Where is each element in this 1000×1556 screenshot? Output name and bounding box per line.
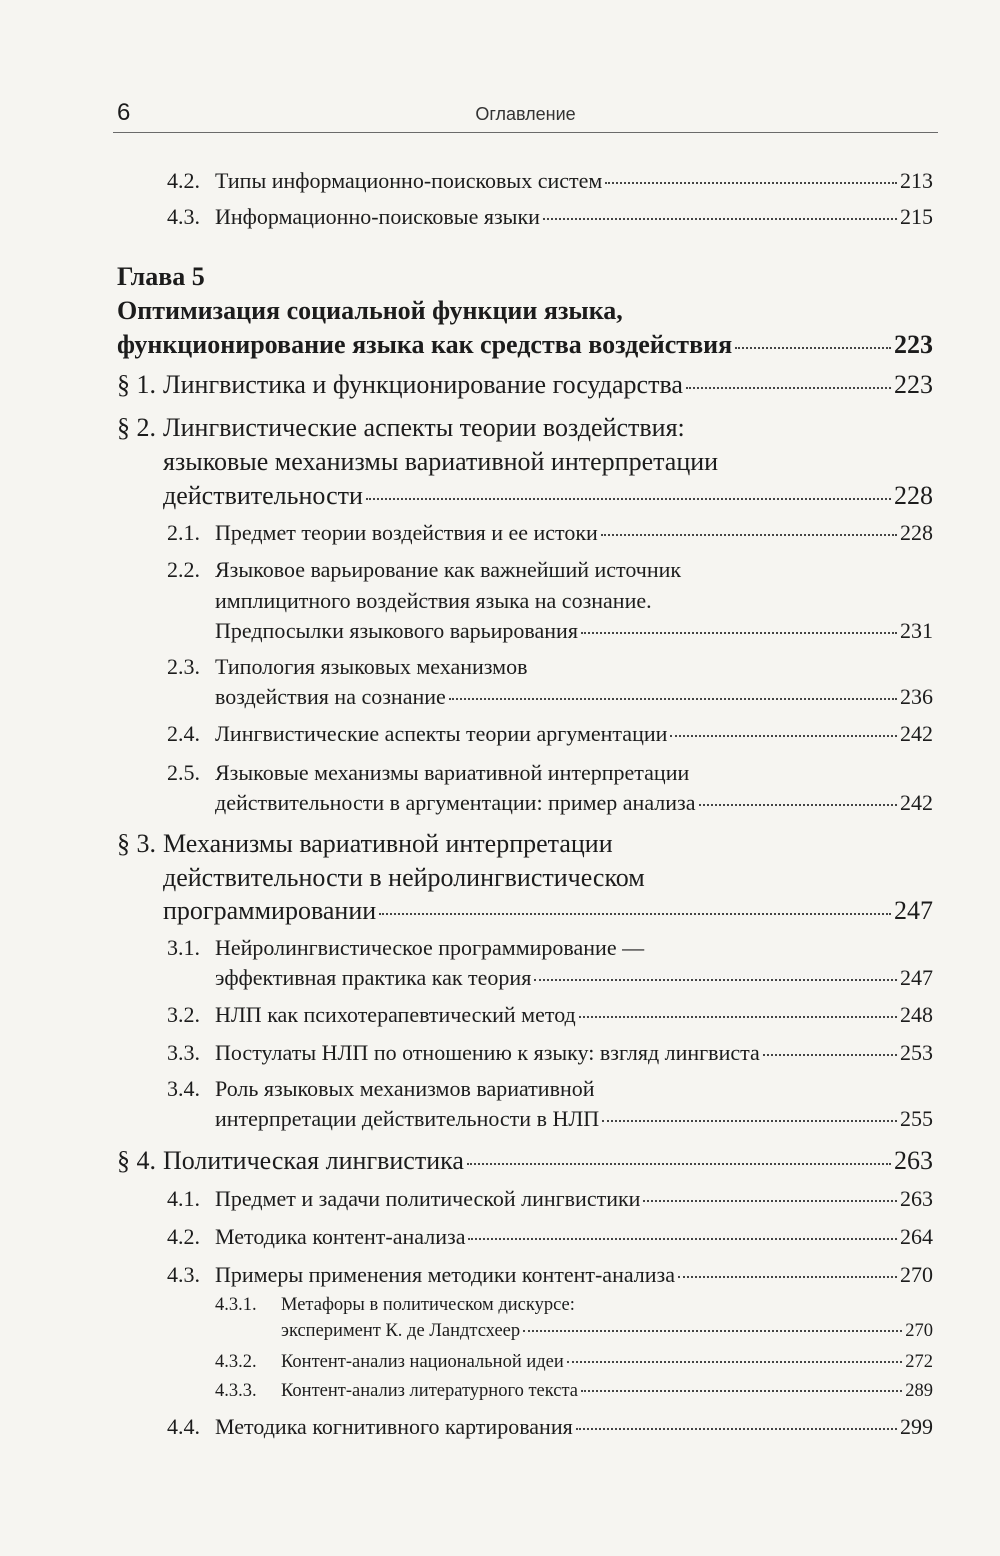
- entry-page: 228: [900, 520, 933, 545]
- toc-entry[interactable]: [167, 1040, 933, 1066]
- chapter-label: Глава 5: [117, 262, 205, 291]
- dot-leader: [449, 698, 897, 700]
- entry-title-line: интерпретации действительности в НЛП: [215, 1106, 600, 1131]
- dot-leader: [379, 913, 891, 915]
- toc-entry[interactable]: [167, 1186, 933, 1212]
- dot-leader: [686, 387, 891, 389]
- entry-number: 4.3.3.: [215, 1381, 257, 1401]
- dot-leader: [581, 632, 897, 634]
- entry-title: Нейролингвистическое программирование —: [215, 935, 645, 960]
- dot-leader: [366, 498, 891, 500]
- section-number: § 4.: [117, 1146, 156, 1175]
- dot-leader: [670, 735, 897, 737]
- toc-entry[interactable]: [215, 965, 933, 991]
- dot-leader: [576, 1428, 897, 1430]
- entry-number: 4.2.: [167, 168, 200, 193]
- entry-title: Контент-анализ литературного текста: [281, 1381, 579, 1401]
- dot-leader: [601, 534, 897, 536]
- section-title: Политическая лингвистика: [163, 1146, 464, 1175]
- section-entry[interactable]: [117, 370, 933, 400]
- toc-entry[interactable]: [167, 204, 933, 230]
- entry-title: Лингвистические аспекты теории аргументации: [215, 721, 668, 746]
- page-header: [113, 96, 938, 133]
- entry-title: Типология языковых механизмов: [215, 654, 528, 679]
- entry-page: 213: [900, 168, 933, 193]
- toc-entry[interactable]: [167, 721, 933, 747]
- entry-number: 4.3.2.: [215, 1352, 257, 1372]
- toc-entry[interactable]: [167, 520, 933, 546]
- entry-title-line: [215, 1295, 575, 1316]
- entry-title-line: [167, 935, 644, 961]
- section-entry[interactable]: [163, 481, 933, 511]
- entry-title: Типы информационно-поисковых систем: [215, 168, 603, 193]
- section-number: § 3.: [117, 829, 156, 858]
- toc-entry[interactable]: [215, 790, 933, 816]
- dot-leader: [534, 979, 897, 981]
- dot-leader: [763, 1054, 897, 1056]
- entry-number: 4.4.: [167, 1414, 200, 1439]
- entry-title: Примеры применения методики контент-анализа: [215, 1262, 676, 1287]
- section-title-line: [117, 829, 613, 859]
- section-number: § 1.: [117, 370, 156, 399]
- dot-leader: [468, 1238, 897, 1240]
- dot-leader: [467, 1163, 891, 1165]
- entry-page: 223: [894, 370, 933, 399]
- dot-leader: [579, 1016, 897, 1018]
- section-title: Лингвистика и функционирование государства: [163, 370, 683, 399]
- dot-leader: [581, 1390, 902, 1392]
- entry-page: 264: [900, 1224, 933, 1249]
- entry-title-line: эксперимент К. де Ландтсхеер: [281, 1321, 521, 1341]
- entry-page: 299: [900, 1414, 933, 1439]
- section-title: Лингвистические аспекты теории воздействия:: [163, 413, 685, 442]
- entry-page: 223: [894, 330, 933, 359]
- entry-title: Постулаты НЛП по отношению к языку: взгляд лингвиста: [215, 1040, 760, 1065]
- dot-leader: [605, 182, 897, 184]
- dot-leader: [735, 347, 891, 349]
- entry-title: Методика контент-анализа: [215, 1224, 466, 1249]
- toc-entry[interactable]: [215, 684, 933, 710]
- entry-title: Контент-анализ национальной идеи: [281, 1352, 564, 1372]
- entry-page: 247: [900, 965, 933, 990]
- entry-title: Предмет теории воздействия и ее истоки: [215, 520, 598, 545]
- dot-leader: [678, 1276, 897, 1278]
- dot-leader: [543, 218, 897, 220]
- section-number: § 2.: [117, 413, 156, 442]
- toc-entry[interactable]: [167, 1414, 933, 1440]
- entry-title: Роль языковых механизмов вариативной: [215, 1076, 595, 1101]
- entry-number: 3.3.: [167, 1040, 200, 1065]
- section-title-line: действительности в нейролингвистическом: [163, 863, 645, 892]
- entry-title: Предмет и задачи политической лингвистики: [215, 1186, 641, 1211]
- entry-page: 272: [905, 1352, 933, 1372]
- entry-page: 263: [900, 1186, 933, 1211]
- entry-title: НЛП как психотерапевтический метод: [215, 1002, 576, 1027]
- toc-entry[interactable]: [167, 1262, 933, 1288]
- section-entry[interactable]: [117, 1146, 933, 1176]
- entry-page: 231: [900, 618, 933, 643]
- entry-number: 2.4.: [167, 721, 200, 746]
- entry-title: Информационно-поисковые языки: [215, 204, 540, 229]
- entry-number: 3.4.: [167, 1076, 200, 1101]
- entry-number: 2.1.: [167, 520, 200, 545]
- entry-title-line: [167, 557, 681, 583]
- entry-title-line: [167, 654, 527, 680]
- entry-page: 253: [900, 1040, 933, 1065]
- chapter-title-line: Оптимизация социальной функции языка,: [117, 296, 623, 325]
- entry-page: 270: [900, 1262, 933, 1287]
- running-title: Оглавление: [475, 104, 576, 124]
- entry-page: 242: [900, 790, 933, 815]
- entry-number: 3.2.: [167, 1002, 200, 1027]
- entry-title-line: [167, 760, 689, 786]
- entry-page: 247: [894, 896, 933, 925]
- entry-number: 4.1.: [167, 1186, 200, 1211]
- section-entry[interactable]: [163, 896, 933, 926]
- entry-page: 263: [894, 1146, 933, 1175]
- entry-title: Методика когнитивного картирования: [215, 1414, 573, 1439]
- chapter-entry[interactable]: [117, 330, 933, 360]
- section-title-line: программировании: [163, 896, 377, 925]
- entry-page: 242: [900, 721, 933, 746]
- dot-leader: [523, 1330, 902, 1332]
- section-title-line: языковые механизмы вариативной интерпретации: [163, 447, 719, 476]
- toc-entry[interactable]: [215, 1381, 933, 1402]
- toc-entry[interactable]: [215, 618, 933, 644]
- section-title-line: действительности: [163, 481, 363, 510]
- entry-number: 2.3.: [167, 654, 200, 679]
- entry-page: 236: [900, 684, 933, 709]
- dot-leader: [567, 1361, 902, 1363]
- entry-number: 4.3.: [167, 1262, 200, 1287]
- toc-entry[interactable]: [215, 1106, 933, 1132]
- page-number: 6: [117, 99, 131, 126]
- entry-title-line: эффективная практика как теория: [215, 965, 532, 990]
- entry-title: Языковые механизмы вариативной интерпретации: [215, 760, 690, 785]
- entry-title: Языковое варьирование как важнейший источник: [215, 557, 682, 582]
- entry-page: 270: [905, 1321, 933, 1341]
- entry-page: 255: [900, 1106, 933, 1131]
- entry-title: Метафоры в политическом дискурсе:: [281, 1295, 575, 1315]
- entry-number: 2.5.: [167, 760, 200, 785]
- section-title-line: [117, 413, 685, 443]
- entry-number: 4.3.: [167, 204, 200, 229]
- toc-entry[interactable]: [167, 1224, 933, 1250]
- entry-number: 4.3.1.: [215, 1295, 257, 1315]
- dot-leader: [643, 1200, 897, 1202]
- toc-entry[interactable]: [167, 168, 933, 194]
- dot-leader: [602, 1120, 897, 1122]
- entry-title-line: воздействия на сознание: [215, 684, 446, 709]
- entry-number: 2.2.: [167, 557, 200, 582]
- entry-title-line: действительности в аргументации: пример анализа: [215, 790, 696, 815]
- entry-title-line: [167, 1076, 595, 1102]
- entry-title-line: имплицитного воздействия языка на сознание.: [215, 588, 652, 613]
- chapter-title-line: функционирование языка как средства воздействия: [117, 330, 733, 359]
- entry-number: 3.1.: [167, 935, 200, 960]
- toc-entry[interactable]: [281, 1321, 933, 1342]
- entry-page: 215: [900, 204, 933, 229]
- entry-number: 4.2.: [167, 1224, 200, 1249]
- toc-entry[interactable]: [167, 1002, 933, 1028]
- dot-leader: [699, 804, 898, 806]
- toc-entry[interactable]: [215, 1352, 933, 1373]
- entry-title-line: Предпосылки языкового варьирования: [215, 618, 578, 643]
- entry-page: 289: [905, 1381, 933, 1401]
- entry-page: 228: [894, 481, 933, 510]
- section-title: Механизмы вариативной интерпретации: [163, 829, 613, 858]
- entry-page: 248: [900, 1002, 933, 1027]
